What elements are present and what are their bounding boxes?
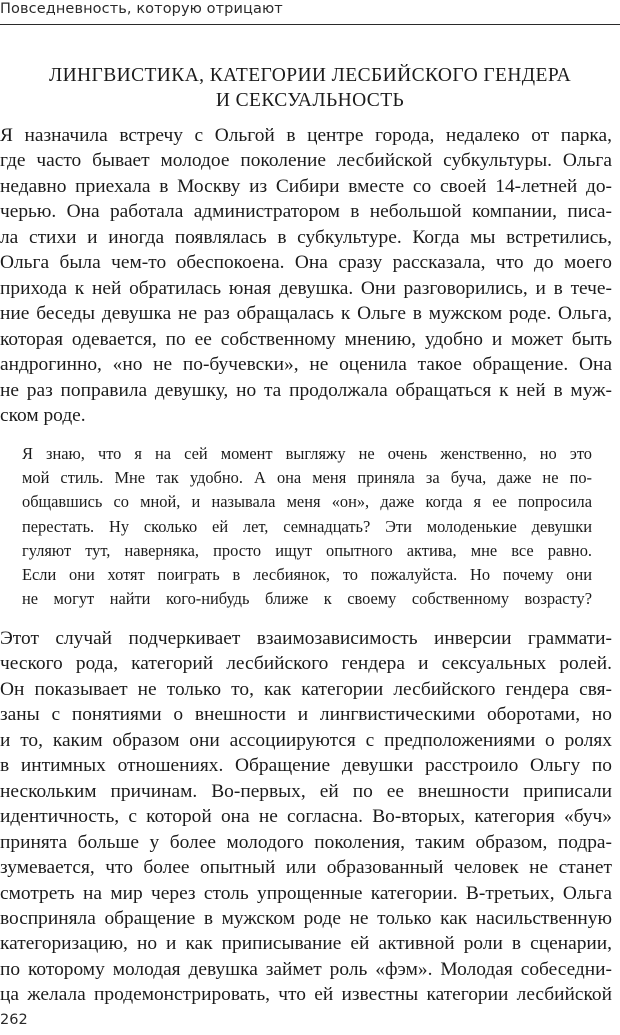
para1-line: Я назначила встречу с Ольгой в центре города, недалеко от парка, — [0, 125, 612, 146]
quote-line: перестать. Ну сколько ей лет, семнадцать? Эти молоденькие девушки — [22, 516, 592, 536]
para2-line: принята больше у более молодого поколения, таким образом, подра- — [0, 831, 612, 853]
paragraph-1 — [0, 123, 612, 428]
para2-line: категоризацию, но и как приписывание ей активной роли в сценарии, — [0, 933, 612, 955]
para1-line: ла стихи и иногда появлялась в субкультуре. Когда мы встретились, — [0, 226, 612, 248]
block-quote — [22, 442, 592, 611]
para2-line: ческого рода, категорий лесбийского гендера и сексуальных ролей. — [0, 653, 612, 675]
para2-line: в интимных отношениях. Обращение девушки расстроило Ольгу по — [0, 755, 612, 777]
para1-line: черью. Она работала администратором в небольшой компании, писа- — [0, 201, 612, 223]
chapter-title-line-2: И СЕКСУАЛЬНОСТЬ — [215, 90, 405, 111]
para2-line: смотреть на мир через столь упрощенные категории. В-третьих, Ольга — [0, 882, 612, 904]
paragraph-2 — [0, 626, 612, 1008]
para2-line: по которому молодая девушка займет роль «фэм». Молодая собеседни- — [0, 958, 612, 980]
para2-line: зумевается, что более опытный или образованный человек не станет — [0, 857, 612, 879]
para2-line: ца желала продемонстрировать, что ей известны категории лесбийской — [0, 984, 612, 1006]
header-rule — [0, 24, 620, 25]
para2-line: Этот случай подчеркивает взаимозависимость инверсии граммати- — [0, 628, 612, 649]
quote-line: общавшись со мной, и называла меня «он», даже когда я ее попросила — [22, 492, 592, 512]
quote-line: мой стиль. Мне так удобно. А она меня приняла за буча, даже не по- — [22, 468, 592, 488]
quote-line: не могут найти кого-нибудь ближе к своему собственному возрасту? — [22, 589, 592, 609]
chapter-title — [0, 63, 620, 113]
para2-line: и то, каким образом они ассоциируются с предположениями о ролях — [0, 729, 612, 751]
quote-line: Если они хотят поиграть в лесбиянок, то пожалуйста. Но почему они — [22, 565, 592, 585]
para2-line: заны с понятиями о внешности и лингвистическими оборотами, но — [0, 704, 612, 726]
para2-line: восприняла обращение в мужском роде не только как насильственную — [0, 907, 612, 929]
quote-line: гуляют тут, наверняка, просто ищут опытного актива, мне все равно. — [22, 540, 592, 560]
para1-line: андрогинно, «но не по-бучевски», не оценила такое обращение. Она — [0, 354, 612, 376]
para1-line: которая одевается, по ее собственному мнению, удобно и может быть — [0, 328, 612, 350]
quote-line: Я знаю, что я на сей момент выгляжу не очень женственно, но это — [22, 444, 592, 463]
para2-line: Он показывает не только то, как категории лесбийского гендера свя- — [0, 678, 612, 700]
para1-line: ском роде. — [0, 404, 86, 426]
para1-line: Ольга была чем-то обеспокоена. Она сразу рассказала, что до моего — [0, 252, 612, 274]
para2-line: нескольким причинам. Во-первых, ей по ее внешности приписали — [0, 780, 612, 802]
para1-line: недавно приехала в Москву из Сибири вместе со своей 14-летней до- — [0, 175, 612, 197]
running-head: Повседневность, которую отрицают — [0, 1, 283, 17]
page-number: 262 — [0, 1012, 28, 1028]
para1-line: ние беседы девушка не раз обращалась к Ольге в мужском роде. Ольга, — [0, 303, 612, 325]
chapter-title-line-1: ЛИНГВИСТИКА, КАТЕГОРИИ ЛЕСБИЙСКОГО ГЕНДЕРА — [48, 65, 572, 86]
para2-line: идентичность, с которой она не согласна. Во-вторых, категория «буч» — [0, 806, 612, 828]
para1-line: не раз поправила девушку, но та продолжала обращаться к ней в муж- — [0, 379, 612, 401]
para1-line: прихода к ней обратилась юная девушка. Они разговорились, и в тече- — [0, 277, 612, 299]
para1-line: где часто бывает молодое поколение лесбийской субкультуры. Ольга — [0, 150, 612, 172]
